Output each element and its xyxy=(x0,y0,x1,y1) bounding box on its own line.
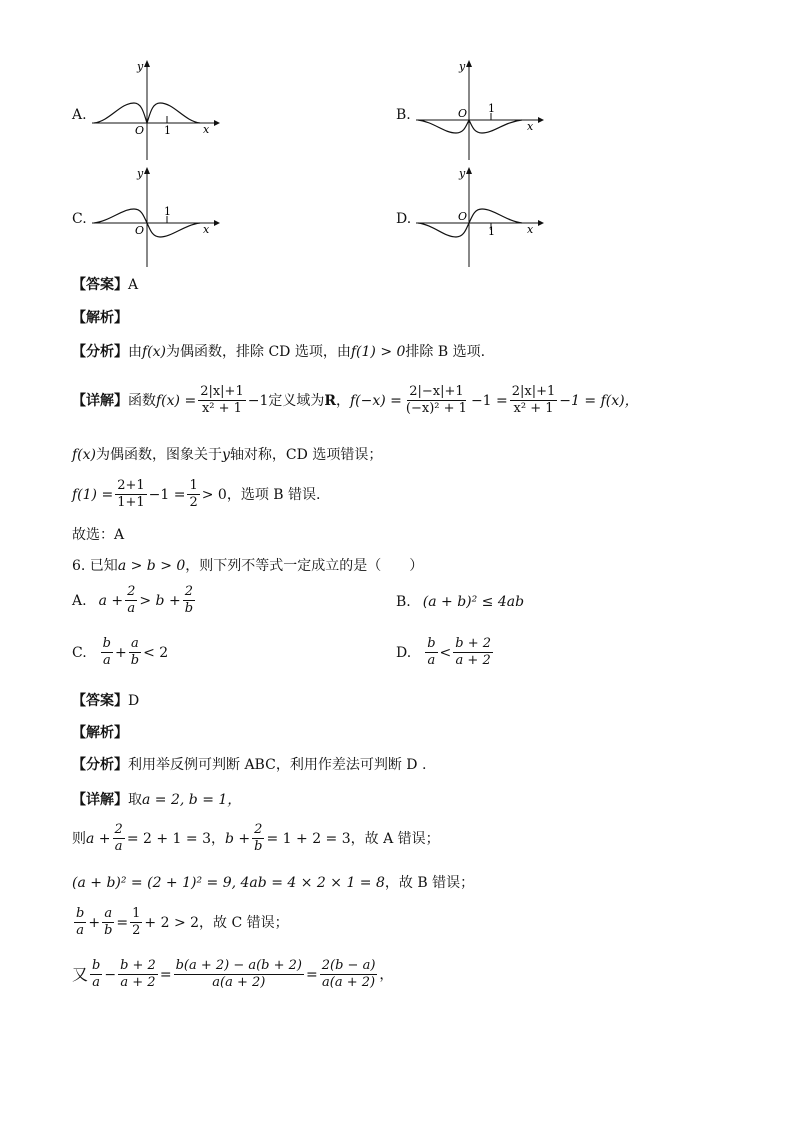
option-label: B. xyxy=(396,594,411,610)
xj-comma: ， xyxy=(336,392,350,409)
math: < xyxy=(439,644,452,661)
origin-label: O xyxy=(135,124,145,137)
text: ，故 C 错误； xyxy=(199,914,289,931)
text: ， xyxy=(379,966,394,983)
q6-step-a xyxy=(72,822,440,855)
option-label: C. xyxy=(72,644,87,661)
math: + xyxy=(88,914,101,931)
line2-text-1: 为偶函数，图象关于 xyxy=(96,447,223,463)
option-label: D. xyxy=(396,644,412,661)
y-axis-label: y xyxy=(137,60,144,73)
fraction: $\frac{2+1}{1+1}$ xyxy=(117,478,145,510)
origin-label: O xyxy=(458,210,468,223)
answer-value: D xyxy=(128,693,140,709)
fraction: $\frac{b}{a}$ xyxy=(76,906,85,938)
fenxi-math-f1: f(1) > 0 xyxy=(350,344,406,360)
text: 则 xyxy=(72,830,86,847)
tick-one-label: 1 xyxy=(488,102,495,115)
q6-analysis-heading: 【解析】 xyxy=(72,725,128,741)
origin-label: O xyxy=(135,224,145,237)
x-axis-label: x xyxy=(527,223,534,236)
q6-option-a xyxy=(72,584,197,617)
tick-one-label: 1 xyxy=(488,225,495,238)
xiangjie-tag: 【详解】 xyxy=(72,392,128,409)
origin-label: O xyxy=(458,107,468,120)
fenxi-tag: 【分析】 xyxy=(72,757,128,773)
fraction: $\frac{a}{b}$ xyxy=(104,906,113,938)
math: = xyxy=(116,914,129,931)
q5-xiangjie-line xyxy=(72,384,639,417)
q6-fenxi-line xyxy=(72,756,426,774)
option-c-label: C. xyxy=(72,211,87,227)
fraction: $\frac{1}{2}$ xyxy=(132,906,141,938)
answer-value: A xyxy=(128,277,139,293)
graph-a xyxy=(90,58,220,162)
q6-xiangjie-line xyxy=(72,791,241,809)
q5-line-f1 xyxy=(72,478,320,511)
tick-one-label: 1 xyxy=(164,205,171,218)
q6-step-d xyxy=(72,958,393,991)
xiangjie-tag: 【详解】 xyxy=(72,792,128,808)
math-fx: f(x) xyxy=(72,447,97,463)
fenxi-text-1: 由 xyxy=(128,344,142,360)
q6-stem xyxy=(72,557,423,575)
answer-tag: 【答案】 xyxy=(72,693,128,709)
fraction: $\frac{2|x|+1}{\text{x² + 1}}$ xyxy=(511,384,556,416)
fraction: $\frac{a}{b}$ xyxy=(130,636,140,668)
math: = 1 + 2 = 3 xyxy=(266,830,351,847)
stem-text-1: 6. 已知 xyxy=(72,558,118,574)
q6-step-b xyxy=(72,874,474,892)
fraction: $\frac{2|-x|+1}{\text{(−x)² + 1}}$ xyxy=(405,384,467,416)
text: ，故 A 错误； xyxy=(350,830,440,847)
y-axis-label: y xyxy=(459,60,466,73)
graph-c xyxy=(90,165,220,269)
option-d-label: D. xyxy=(396,211,412,227)
fraction: $\frac{b}{a}$ xyxy=(92,958,101,990)
fraction: $\frac{1}{2}$ xyxy=(189,478,198,510)
fraction: $\frac{b + 2}{a + 2}$ xyxy=(120,958,156,990)
graph-b xyxy=(414,58,544,162)
q6-option-d xyxy=(396,636,495,669)
q5-line-even xyxy=(72,446,382,464)
line3-mid: −1 = xyxy=(148,486,186,503)
q6-step-c xyxy=(72,906,289,939)
line2-text-2: 轴对称，CD 选项错误； xyxy=(229,447,383,463)
xj-minus-one: −1 xyxy=(247,392,269,409)
math: > b + xyxy=(139,592,181,609)
xj-minus-one-eq: −1 = xyxy=(470,392,508,409)
y-axis-label: y xyxy=(459,167,466,180)
graph-d xyxy=(414,165,544,269)
y-axis-label: y xyxy=(137,167,144,180)
xj-take: 取 xyxy=(128,792,142,808)
fraction: $\frac{2}{a}$ xyxy=(127,584,136,616)
x-axis-label: x xyxy=(203,223,210,236)
q5-final-choice: 故选：A xyxy=(72,527,125,543)
math: < 2 xyxy=(143,644,169,661)
math: = xyxy=(159,966,172,983)
q6-answer-line xyxy=(72,692,139,710)
math: − xyxy=(104,966,117,983)
text: ，故 B 错误； xyxy=(384,875,475,891)
line3-text: ，选项 B 错误. xyxy=(226,486,321,503)
math: + 2 > 2 xyxy=(144,914,200,931)
q5-answer-line xyxy=(72,276,138,294)
text: ， xyxy=(210,830,225,847)
q5-fenxi-line xyxy=(72,343,485,361)
option-b-label: B. xyxy=(396,107,411,123)
math: + xyxy=(115,644,127,661)
stem-condition: a > b > 0 xyxy=(117,558,186,574)
xj-math-f-neg-x: f(−x) = xyxy=(350,392,402,409)
math: (a + b)² = (2 + 1)² = 9, 4ab = 4 × 2 × 1 = 8 xyxy=(72,875,385,891)
fenxi-text: 利用举反例可判断 ABC，利用作差法可判断 D . xyxy=(128,757,427,773)
tick-one-label: 1 xyxy=(164,124,171,137)
fraction: $\frac{2}{b}$ xyxy=(184,584,194,616)
math: a + xyxy=(86,830,111,847)
text: 又 xyxy=(72,964,89,984)
q6-option-c xyxy=(72,636,168,669)
q5-analysis-heading: 【解析】 xyxy=(72,310,128,326)
stem-text-2: ，则下列不等式一定成立的是（ ） xyxy=(185,558,424,574)
x-axis-label: x xyxy=(203,123,210,136)
xj-text-function: 函数 xyxy=(128,392,156,409)
xj-values: a = 2, b = 1， xyxy=(142,792,242,808)
q6-option-b xyxy=(396,593,524,611)
fraction: $\frac{b}{a}$ xyxy=(102,636,111,668)
line3-gt: > 0 xyxy=(201,486,227,503)
fraction: $\frac{b(a + 2) - a(b + 2)}{a(a + 2)}$ xyxy=(175,958,303,990)
fraction: $\frac{2(b - a)}{a(a + 2)}$ xyxy=(321,958,376,990)
math: (a + b)² ≤ 4ab xyxy=(422,594,525,610)
answer-tag: 【答案】 xyxy=(72,277,128,293)
math: b + xyxy=(224,830,251,847)
math: = xyxy=(306,966,318,983)
fraction: $\frac{2}{b}$ xyxy=(254,822,263,854)
math-f1: f(1) = xyxy=(72,486,114,503)
fraction: $\frac{b + 2}{a + 2}$ xyxy=(455,636,491,668)
xj-tail: −1 = f(x)， xyxy=(559,392,639,409)
fenxi-text-3: 排除 B 选项. xyxy=(405,344,486,360)
x-axis-label: x xyxy=(527,120,534,133)
xj-domain-text: 定义域为 xyxy=(268,392,325,409)
math: = 2 + 1 = 3 xyxy=(126,830,211,847)
fenxi-math-fx: f(x) xyxy=(142,344,167,360)
fenxi-text-2: 为偶函数，排除 CD 选项，由 xyxy=(166,344,351,360)
fenxi-tag: 【分析】 xyxy=(72,344,128,360)
fraction: $\frac{2}{a}$ xyxy=(114,822,123,854)
option-a-label: A. xyxy=(72,107,87,123)
fraction: $\frac{b}{a}$ xyxy=(427,636,436,668)
xj-math-fx: f(x) = xyxy=(156,392,197,409)
fraction: $\frac{2|x|+1}{\text{x² + 1}}$ xyxy=(200,384,244,416)
math: a + xyxy=(98,592,124,609)
math-y: y xyxy=(222,447,230,463)
xj-real-set: R xyxy=(324,392,336,409)
option-label: A. xyxy=(72,592,87,609)
